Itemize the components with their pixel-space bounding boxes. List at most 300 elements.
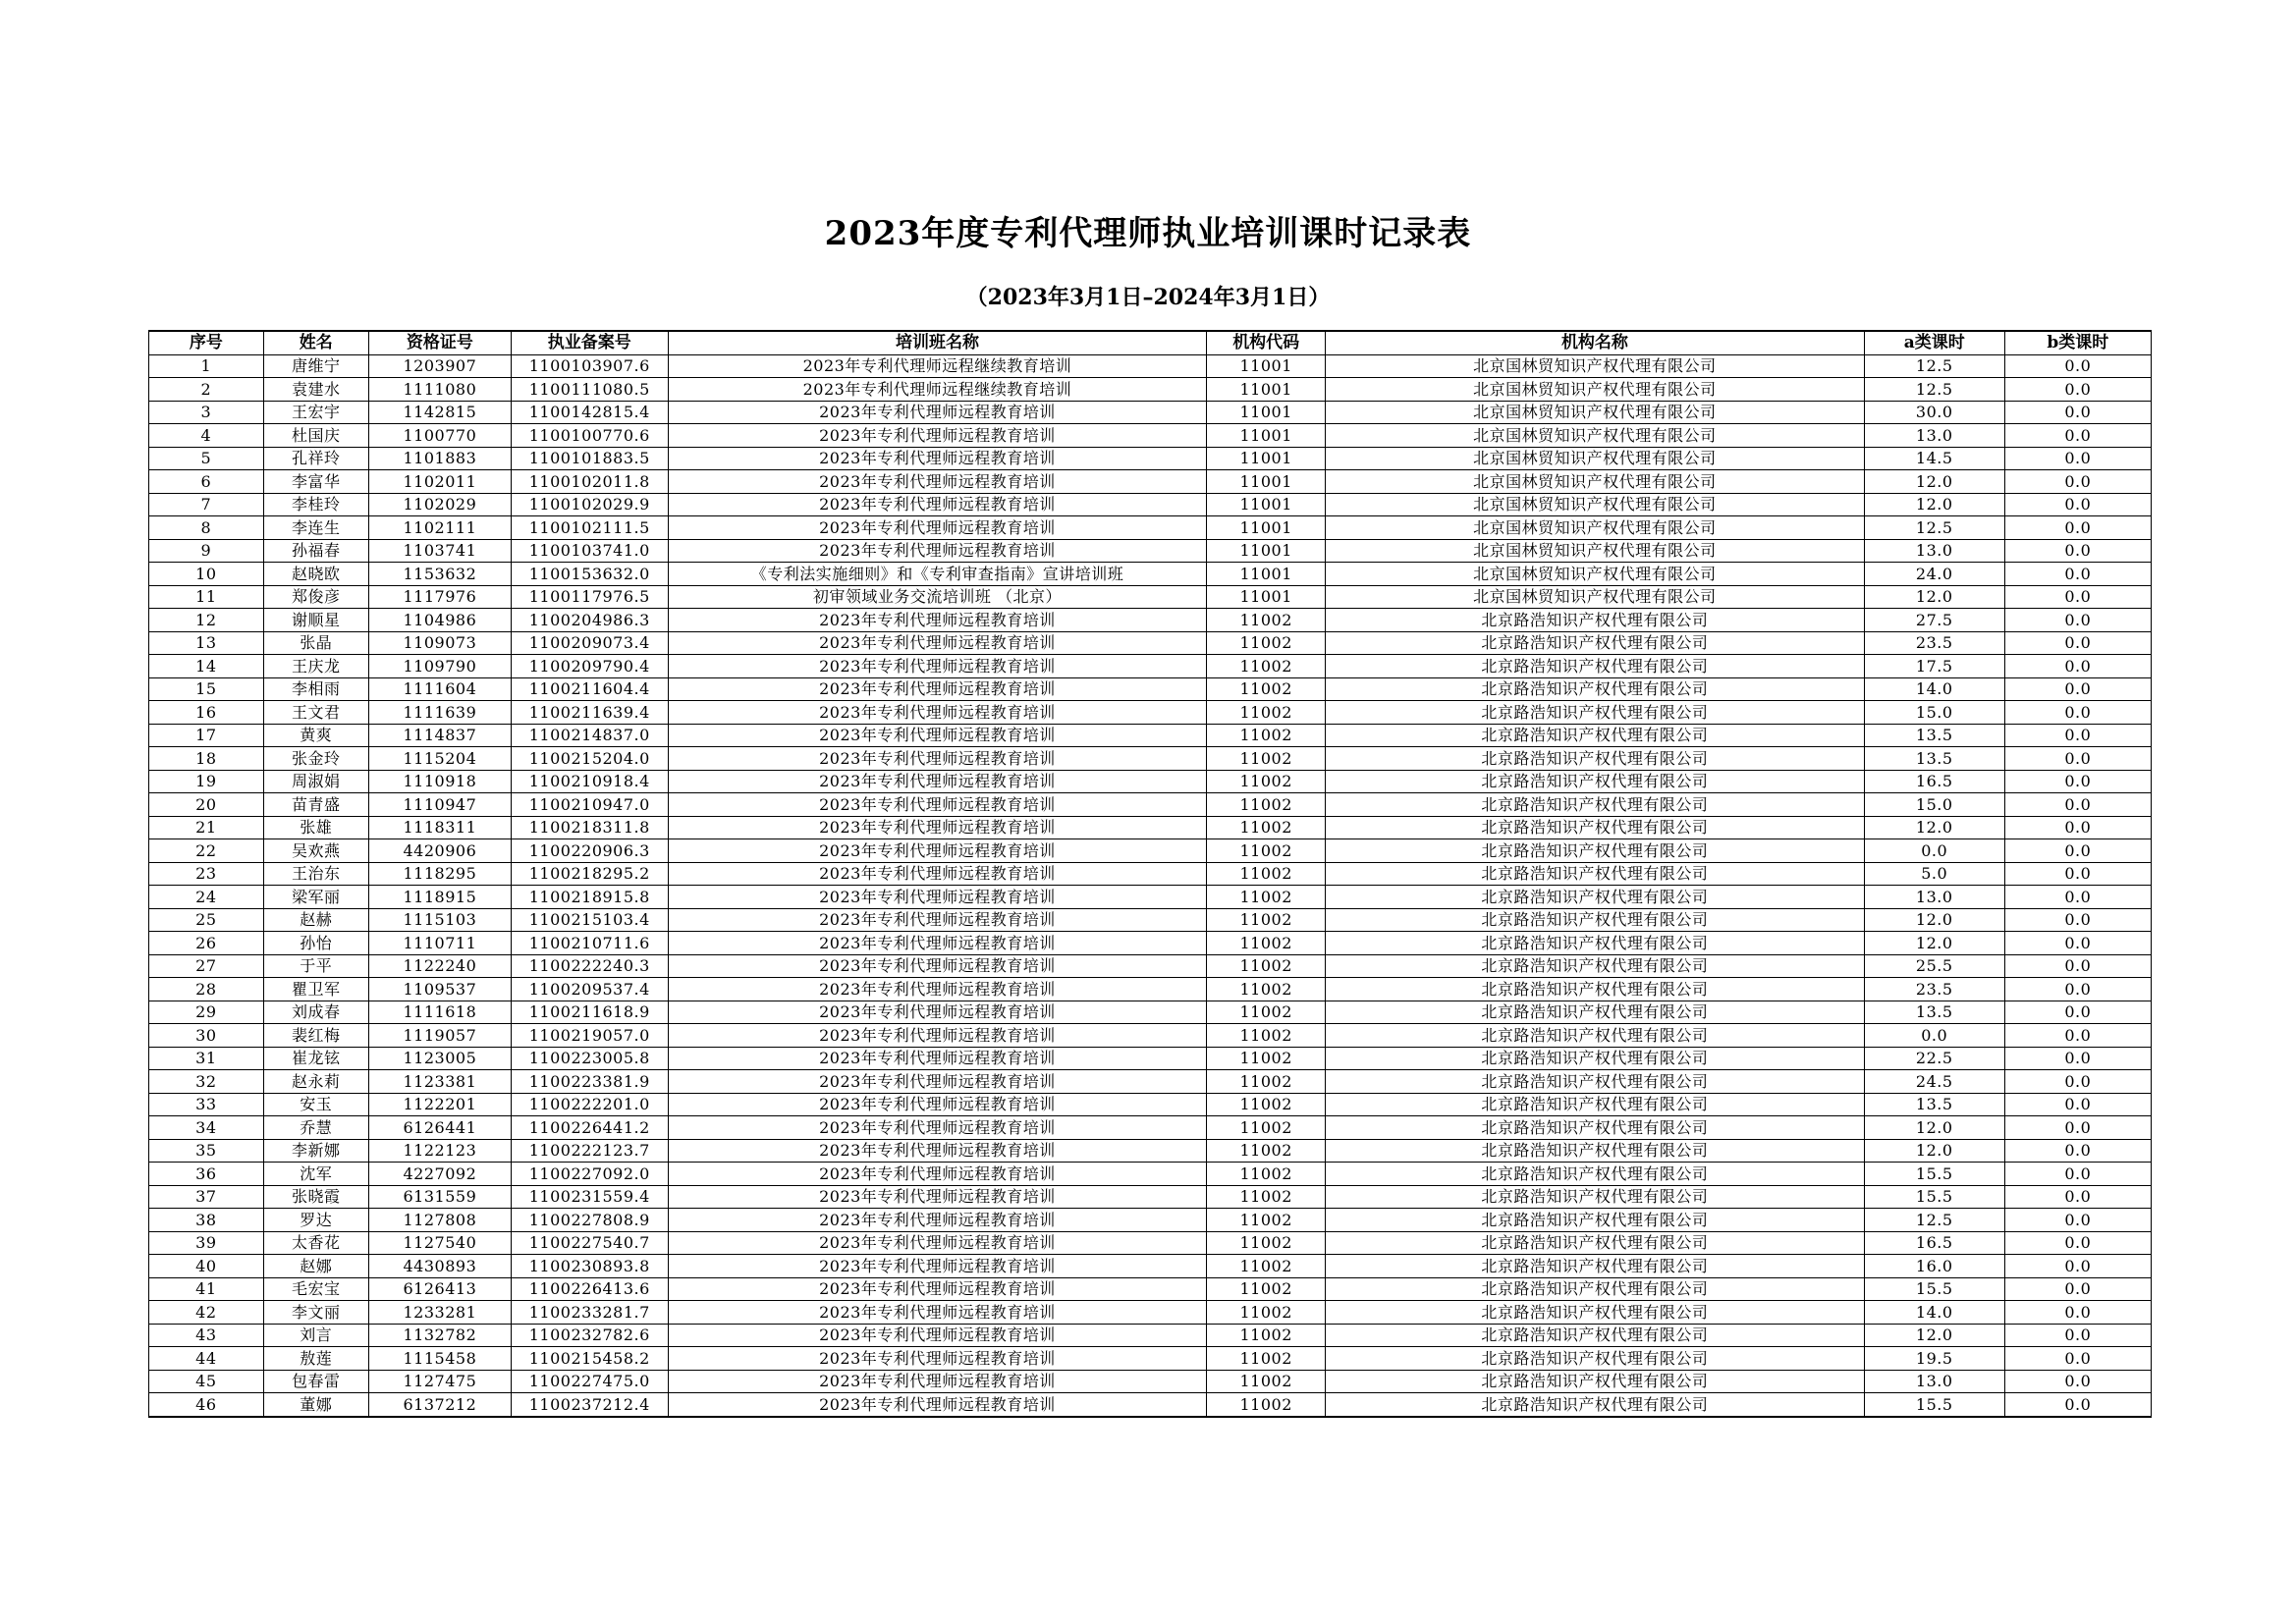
table-row xyxy=(149,447,2152,470)
cell-agency-code: 11002 xyxy=(1207,1277,1326,1301)
cell-agency-code: 11002 xyxy=(1207,839,1326,863)
cell-a-hours: 30.0 xyxy=(1864,401,2004,424)
cell-index: 23 xyxy=(149,862,264,886)
page-subtitle: （2023年3月1日–2024年3月1日） xyxy=(965,285,1331,310)
cell-a-hours: 25.5 xyxy=(1864,954,2004,978)
cell-a-hours: 17.5 xyxy=(1864,655,2004,678)
cell-training-class: 2023年专利代理师远程教育培训 xyxy=(668,1024,1207,1048)
cell-index: 19 xyxy=(149,770,264,793)
cell-practice-record-no: 1100214837.0 xyxy=(511,724,668,747)
cell-agency-code: 11002 xyxy=(1207,747,1326,771)
cell-agency-code: 11002 xyxy=(1207,655,1326,678)
table-row xyxy=(149,1255,2152,1278)
cell-agency-code: 11002 xyxy=(1207,978,1326,1001)
cell-index: 21 xyxy=(149,816,264,839)
cell-agency-code: 11001 xyxy=(1207,378,1326,402)
cell-agency-code: 11001 xyxy=(1207,447,1326,470)
cell-name: 包春雷 xyxy=(263,1370,368,1393)
column-header-index: 序号 xyxy=(149,331,264,354)
table-row xyxy=(149,1047,2152,1070)
cell-qualification-no: 1109073 xyxy=(368,631,511,655)
cell-index: 3 xyxy=(149,401,264,424)
cell-qualification-no: 1118311 xyxy=(368,816,511,839)
cell-a-hours: 12.5 xyxy=(1864,516,2004,540)
table-row xyxy=(149,770,2152,793)
cell-agency-code: 11002 xyxy=(1207,677,1326,701)
cell-b-hours: 0.0 xyxy=(2004,1070,2151,1094)
cell-name: 王治东 xyxy=(263,862,368,886)
cell-agency-name: 北京路浩知识产权代理有限公司 xyxy=(1326,954,1865,978)
cell-agency-name: 北京路浩知识产权代理有限公司 xyxy=(1326,1070,1865,1094)
cell-training-class: 2023年专利代理师远程教育培训 xyxy=(668,1370,1207,1393)
cell-b-hours: 0.0 xyxy=(2004,908,2151,932)
cell-qualification-no: 4430893 xyxy=(368,1255,511,1278)
cell-training-class: 2023年专利代理师远程教育培训 xyxy=(668,1324,1207,1347)
cell-practice-record-no: 1100209537.4 xyxy=(511,978,668,1001)
cell-qualification-no: 1115103 xyxy=(368,908,511,932)
table-row xyxy=(149,1277,2152,1301)
cell-agency-name: 北京路浩知识产权代理有限公司 xyxy=(1326,839,1865,863)
cell-index: 1 xyxy=(149,354,264,378)
cell-index: 39 xyxy=(149,1231,264,1255)
cell-a-hours: 16.0 xyxy=(1864,1255,2004,1278)
table-row xyxy=(149,954,2152,978)
cell-training-class: 初审领域业务交流培训班 （北京） xyxy=(668,585,1207,609)
cell-name: 于平 xyxy=(263,954,368,978)
cell-agency-code: 11001 xyxy=(1207,539,1326,563)
cell-training-class: 2023年专利代理师远程教育培训 xyxy=(668,1070,1207,1094)
table-row xyxy=(149,747,2152,771)
cell-index: 40 xyxy=(149,1255,264,1278)
cell-practice-record-no: 1100102111.5 xyxy=(511,516,668,540)
table-row xyxy=(149,1116,2152,1140)
cell-name: 苗青盛 xyxy=(263,793,368,817)
cell-agency-name: 北京路浩知识产权代理有限公司 xyxy=(1326,1139,1865,1163)
cell-b-hours: 0.0 xyxy=(2004,1116,2151,1140)
cell-a-hours: 13.0 xyxy=(1864,1370,2004,1393)
cell-a-hours: 14.0 xyxy=(1864,1301,2004,1325)
cell-training-class: 2023年专利代理师远程教育培训 xyxy=(668,724,1207,747)
cell-a-hours: 5.0 xyxy=(1864,862,2004,886)
cell-agency-name: 北京国林贸知识产权代理有限公司 xyxy=(1326,424,1865,448)
cell-b-hours: 0.0 xyxy=(2004,563,2151,586)
cell-practice-record-no: 1100223381.9 xyxy=(511,1070,668,1094)
cell-name: 张晶 xyxy=(263,631,368,655)
cell-agency-code: 11002 xyxy=(1207,816,1326,839)
cell-name: 王宏宇 xyxy=(263,401,368,424)
cell-practice-record-no: 1100220906.3 xyxy=(511,839,668,863)
cell-practice-record-no: 1100227092.0 xyxy=(511,1163,668,1186)
cell-agency-name: 北京路浩知识产权代理有限公司 xyxy=(1326,747,1865,771)
cell-name: 安玉 xyxy=(263,1093,368,1116)
cell-agency-name: 北京国林贸知识产权代理有限公司 xyxy=(1326,447,1865,470)
cell-practice-record-no: 1100218915.8 xyxy=(511,886,668,909)
cell-qualification-no: 1233281 xyxy=(368,1301,511,1325)
cell-b-hours: 0.0 xyxy=(2004,1093,2151,1116)
cell-training-class: 2023年专利代理师远程教育培训 xyxy=(668,1393,1207,1417)
cell-agency-code: 11002 xyxy=(1207,1209,1326,1232)
cell-practice-record-no: 1100215458.2 xyxy=(511,1347,668,1371)
cell-qualification-no: 1203907 xyxy=(368,354,511,378)
cell-agency-code: 11002 xyxy=(1207,1324,1326,1347)
cell-name: 赵晓欧 xyxy=(263,563,368,586)
cell-name: 崔龙铉 xyxy=(263,1047,368,1070)
cell-a-hours: 12.5 xyxy=(1864,378,2004,402)
cell-b-hours: 0.0 xyxy=(2004,1024,2151,1048)
cell-practice-record-no: 1100226413.6 xyxy=(511,1277,668,1301)
cell-qualification-no: 1142815 xyxy=(368,401,511,424)
cell-agency-code: 11002 xyxy=(1207,886,1326,909)
cell-training-class: 2023年专利代理师远程教育培训 xyxy=(668,1231,1207,1255)
cell-name: 李连生 xyxy=(263,516,368,540)
cell-agency-name: 北京路浩知识产权代理有限公司 xyxy=(1326,862,1865,886)
cell-a-hours: 15.0 xyxy=(1864,701,2004,725)
column-header-agency-code: 机构代码 xyxy=(1207,331,1326,354)
cell-qualification-no: 1111618 xyxy=(368,1001,511,1024)
table-row xyxy=(149,932,2152,955)
cell-practice-record-no: 1100237212.4 xyxy=(511,1393,668,1417)
cell-a-hours: 12.0 xyxy=(1864,493,2004,516)
cell-practice-record-no: 1100142815.4 xyxy=(511,401,668,424)
cell-qualification-no: 1127540 xyxy=(368,1231,511,1255)
cell-index: 27 xyxy=(149,954,264,978)
cell-index: 25 xyxy=(149,908,264,932)
cell-name: 李相雨 xyxy=(263,677,368,701)
cell-agency-name: 北京路浩知识产权代理有限公司 xyxy=(1326,1370,1865,1393)
cell-b-hours: 0.0 xyxy=(2004,1255,2151,1278)
cell-index: 15 xyxy=(149,677,264,701)
cell-b-hours: 0.0 xyxy=(2004,839,2151,863)
cell-agency-code: 11001 xyxy=(1207,424,1326,448)
cell-agency-name: 北京路浩知识产权代理有限公司 xyxy=(1326,1301,1865,1325)
cell-agency-name: 北京路浩知识产权代理有限公司 xyxy=(1326,978,1865,1001)
cell-index: 46 xyxy=(149,1393,264,1417)
cell-training-class: 2023年专利代理师远程教育培训 xyxy=(668,839,1207,863)
cell-training-class: 2023年专利代理师远程教育培训 xyxy=(668,677,1207,701)
cell-training-class: 2023年专利代理师远程教育培训 xyxy=(668,816,1207,839)
cell-b-hours: 0.0 xyxy=(2004,655,2151,678)
cell-training-class: 2023年专利代理师远程教育培训 xyxy=(668,1001,1207,1024)
cell-qualification-no: 1102011 xyxy=(368,470,511,494)
cell-index: 45 xyxy=(149,1370,264,1393)
cell-agency-name: 北京路浩知识产权代理有限公司 xyxy=(1326,677,1865,701)
cell-training-class: 2023年专利代理师远程教育培训 xyxy=(668,793,1207,817)
cell-a-hours: 16.5 xyxy=(1864,770,2004,793)
cell-a-hours: 13.5 xyxy=(1864,747,2004,771)
cell-training-class: 2023年专利代理师远程教育培训 xyxy=(668,1093,1207,1116)
cell-training-class: 2023年专利代理师远程继续教育培训 xyxy=(668,354,1207,378)
cell-agency-name: 北京国林贸知识产权代理有限公司 xyxy=(1326,401,1865,424)
cell-a-hours: 16.5 xyxy=(1864,1231,2004,1255)
table-row xyxy=(149,1231,2152,1255)
cell-agency-code: 11002 xyxy=(1207,1139,1326,1163)
cell-index: 16 xyxy=(149,701,264,725)
cell-name: 瞿卫军 xyxy=(263,978,368,1001)
table-row xyxy=(149,563,2152,586)
cell-agency-name: 北京国林贸知识产权代理有限公司 xyxy=(1326,516,1865,540)
cell-practice-record-no: 1100231559.4 xyxy=(511,1185,668,1209)
cell-index: 10 xyxy=(149,563,264,586)
cell-a-hours: 13.5 xyxy=(1864,724,2004,747)
cell-training-class: 2023年专利代理师远程教育培训 xyxy=(668,1347,1207,1371)
cell-b-hours: 0.0 xyxy=(2004,978,2151,1001)
table-row xyxy=(149,862,2152,886)
cell-training-class: 《专利法实施细则》和《专利审查指南》宣讲培训班 xyxy=(668,563,1207,586)
cell-training-class: 2023年专利代理师远程继续教育培训 xyxy=(668,378,1207,402)
cell-qualification-no: 1127808 xyxy=(368,1209,511,1232)
cell-a-hours: 12.5 xyxy=(1864,354,2004,378)
cell-agency-code: 11002 xyxy=(1207,724,1326,747)
cell-training-class: 2023年专利代理师远程教育培训 xyxy=(668,401,1207,424)
cell-agency-code: 11002 xyxy=(1207,1231,1326,1255)
cell-qualification-no: 1127475 xyxy=(368,1370,511,1393)
cell-name: 裴红梅 xyxy=(263,1024,368,1048)
cell-a-hours: 12.0 xyxy=(1864,932,2004,955)
cell-index: 33 xyxy=(149,1093,264,1116)
cell-b-hours: 0.0 xyxy=(2004,770,2151,793)
cell-name: 李文丽 xyxy=(263,1301,368,1325)
cell-training-class: 2023年专利代理师远程教育培训 xyxy=(668,954,1207,978)
cell-training-class: 2023年专利代理师远程教育培训 xyxy=(668,1163,1207,1186)
cell-practice-record-no: 1100210711.6 xyxy=(511,932,668,955)
table-row xyxy=(149,1370,2152,1393)
cell-index: 31 xyxy=(149,1047,264,1070)
table-row xyxy=(149,701,2152,725)
cell-agency-code: 11001 xyxy=(1207,516,1326,540)
cell-b-hours: 0.0 xyxy=(2004,585,2151,609)
cell-a-hours: 15.5 xyxy=(1864,1393,2004,1417)
cell-a-hours: 0.0 xyxy=(1864,1024,2004,1048)
cell-b-hours: 0.0 xyxy=(2004,539,2151,563)
cell-training-class: 2023年专利代理师远程教育培训 xyxy=(668,978,1207,1001)
cell-practice-record-no: 1100219057.0 xyxy=(511,1024,668,1048)
cell-agency-name: 北京国林贸知识产权代理有限公司 xyxy=(1326,563,1865,586)
table-row xyxy=(149,585,2152,609)
cell-practice-record-no: 1100210918.4 xyxy=(511,770,668,793)
table-row xyxy=(149,1324,2152,1347)
cell-index: 44 xyxy=(149,1347,264,1371)
cell-b-hours: 0.0 xyxy=(2004,493,2151,516)
table-row xyxy=(149,493,2152,516)
column-header-agency-name: 机构名称 xyxy=(1326,331,1865,354)
cell-name: 孙福春 xyxy=(263,539,368,563)
cell-training-class: 2023年专利代理师远程教育培训 xyxy=(668,1047,1207,1070)
cell-a-hours: 12.0 xyxy=(1864,1116,2004,1140)
cell-practice-record-no: 1100211604.4 xyxy=(511,677,668,701)
cell-a-hours: 13.0 xyxy=(1864,539,2004,563)
column-header-practice-record-no: 执业备案号 xyxy=(511,331,668,354)
cell-agency-name: 北京路浩知识产权代理有限公司 xyxy=(1326,1185,1865,1209)
cell-agency-name: 北京路浩知识产权代理有限公司 xyxy=(1326,1047,1865,1070)
cell-a-hours: 15.5 xyxy=(1864,1277,2004,1301)
cell-agency-code: 11002 xyxy=(1207,862,1326,886)
cell-agency-name: 北京路浩知识产权代理有限公司 xyxy=(1326,770,1865,793)
table-row xyxy=(149,839,2152,863)
table-row xyxy=(149,609,2152,632)
cell-agency-code: 11001 xyxy=(1207,493,1326,516)
cell-b-hours: 0.0 xyxy=(2004,747,2151,771)
cell-a-hours: 12.0 xyxy=(1864,908,2004,932)
cell-practice-record-no: 1100204986.3 xyxy=(511,609,668,632)
cell-agency-code: 11002 xyxy=(1207,631,1326,655)
cell-name: 王庆龙 xyxy=(263,655,368,678)
cell-practice-record-no: 1100222123.7 xyxy=(511,1139,668,1163)
cell-agency-name: 北京路浩知识产权代理有限公司 xyxy=(1326,1324,1865,1347)
cell-practice-record-no: 1100211618.9 xyxy=(511,1001,668,1024)
cell-index: 14 xyxy=(149,655,264,678)
cell-agency-name: 北京路浩知识产权代理有限公司 xyxy=(1326,908,1865,932)
cell-agency-code: 11001 xyxy=(1207,563,1326,586)
cell-b-hours: 0.0 xyxy=(2004,1185,2151,1209)
cell-a-hours: 12.0 xyxy=(1864,816,2004,839)
cell-agency-code: 11002 xyxy=(1207,1024,1326,1048)
cell-practice-record-no: 1100215103.4 xyxy=(511,908,668,932)
cell-name: 张雄 xyxy=(263,816,368,839)
cell-b-hours: 0.0 xyxy=(2004,1163,2151,1186)
cell-agency-code: 11002 xyxy=(1207,1301,1326,1325)
cell-b-hours: 0.0 xyxy=(2004,354,2151,378)
cell-index: 35 xyxy=(149,1139,264,1163)
cell-name: 周淑娟 xyxy=(263,770,368,793)
cell-agency-code: 11002 xyxy=(1207,1116,1326,1140)
cell-a-hours: 24.0 xyxy=(1864,563,2004,586)
cell-index: 30 xyxy=(149,1024,264,1048)
cell-training-class: 2023年专利代理师远程教育培训 xyxy=(668,1255,1207,1278)
cell-a-hours: 14.5 xyxy=(1864,447,2004,470)
cell-name: 杜国庆 xyxy=(263,424,368,448)
cell-b-hours: 0.0 xyxy=(2004,724,2151,747)
cell-name: 刘成春 xyxy=(263,1001,368,1024)
cell-agency-name: 北京国林贸知识产权代理有限公司 xyxy=(1326,539,1865,563)
page-title: 2023年度专利代理师执业培训课时记录表 xyxy=(824,214,1472,253)
cell-training-class: 2023年专利代理师远程教育培训 xyxy=(668,631,1207,655)
cell-agency-name: 北京国林贸知识产权代理有限公司 xyxy=(1326,493,1865,516)
cell-training-class: 2023年专利代理师远程教育培训 xyxy=(668,770,1207,793)
cell-practice-record-no: 1100218295.2 xyxy=(511,862,668,886)
cell-training-class: 2023年专利代理师远程教育培训 xyxy=(668,493,1207,516)
cell-practice-record-no: 1100209790.4 xyxy=(511,655,668,678)
cell-practice-record-no: 1100209073.4 xyxy=(511,631,668,655)
cell-b-hours: 0.0 xyxy=(2004,470,2151,494)
cell-b-hours: 0.0 xyxy=(2004,886,2151,909)
cell-name: 赵娜 xyxy=(263,1255,368,1278)
cell-b-hours: 0.0 xyxy=(2004,1209,2151,1232)
cell-qualification-no: 1100770 xyxy=(368,424,511,448)
cell-index: 12 xyxy=(149,609,264,632)
cell-b-hours: 0.0 xyxy=(2004,516,2151,540)
cell-qualification-no: 1117976 xyxy=(368,585,511,609)
cell-qualification-no: 6131559 xyxy=(368,1185,511,1209)
cell-agency-name: 北京路浩知识产权代理有限公司 xyxy=(1326,816,1865,839)
table-row xyxy=(149,908,2152,932)
cell-b-hours: 0.0 xyxy=(2004,1347,2151,1371)
cell-agency-name: 北京路浩知识产权代理有限公司 xyxy=(1326,793,1865,817)
cell-index: 22 xyxy=(149,839,264,863)
cell-name: 赵永莉 xyxy=(263,1070,368,1094)
cell-agency-name: 北京国林贸知识产权代理有限公司 xyxy=(1326,470,1865,494)
cell-agency-code: 11002 xyxy=(1207,1070,1326,1094)
cell-name: 李桂玲 xyxy=(263,493,368,516)
cell-index: 20 xyxy=(149,793,264,817)
cell-index: 28 xyxy=(149,978,264,1001)
cell-name: 罗达 xyxy=(263,1209,368,1232)
cell-agency-name: 北京路浩知识产权代理有限公司 xyxy=(1326,1255,1865,1278)
cell-practice-record-no: 1100215204.0 xyxy=(511,747,668,771)
table-row xyxy=(149,1347,2152,1371)
cell-a-hours: 15.5 xyxy=(1864,1185,2004,1209)
cell-training-class: 2023年专利代理师远程教育培训 xyxy=(668,447,1207,470)
cell-qualification-no: 1110711 xyxy=(368,932,511,955)
table-row xyxy=(149,1209,2152,1232)
cell-agency-name: 北京路浩知识产权代理有限公司 xyxy=(1326,1393,1865,1417)
training-records-table xyxy=(148,330,2152,1418)
cell-a-hours: 24.5 xyxy=(1864,1070,2004,1094)
column-header-a-hours: a类课时 xyxy=(1864,331,2004,354)
cell-practice-record-no: 1100103907.6 xyxy=(511,354,668,378)
cell-training-class: 2023年专利代理师远程教育培训 xyxy=(668,908,1207,932)
table-row xyxy=(149,354,2152,378)
cell-qualification-no: 4227092 xyxy=(368,1163,511,1186)
cell-qualification-no: 1102111 xyxy=(368,516,511,540)
cell-b-hours: 0.0 xyxy=(2004,1277,2151,1301)
table-row xyxy=(149,631,2152,655)
cell-name: 谢顺星 xyxy=(263,609,368,632)
table-row xyxy=(149,1024,2152,1048)
cell-a-hours: 23.5 xyxy=(1864,631,2004,655)
cell-a-hours: 12.0 xyxy=(1864,1139,2004,1163)
table-row xyxy=(149,1001,2152,1024)
cell-b-hours: 0.0 xyxy=(2004,1139,2151,1163)
table-row xyxy=(149,1093,2152,1116)
cell-agency-name: 北京路浩知识产权代理有限公司 xyxy=(1326,1163,1865,1186)
cell-training-class: 2023年专利代理师远程教育培训 xyxy=(668,1209,1207,1232)
cell-practice-record-no: 1100111080.5 xyxy=(511,378,668,402)
cell-agency-name: 北京路浩知识产权代理有限公司 xyxy=(1326,724,1865,747)
cell-index: 42 xyxy=(149,1301,264,1325)
cell-agency-name: 北京路浩知识产权代理有限公司 xyxy=(1326,1347,1865,1371)
cell-a-hours: 14.0 xyxy=(1864,677,2004,701)
cell-training-class: 2023年专利代理师远程教育培训 xyxy=(668,1116,1207,1140)
cell-agency-code: 11002 xyxy=(1207,1163,1326,1186)
cell-a-hours: 22.5 xyxy=(1864,1047,2004,1070)
cell-index: 37 xyxy=(149,1185,264,1209)
cell-index: 7 xyxy=(149,493,264,516)
cell-agency-name: 北京路浩知识产权代理有限公司 xyxy=(1326,1209,1865,1232)
cell-b-hours: 0.0 xyxy=(2004,378,2151,402)
cell-index: 29 xyxy=(149,1001,264,1024)
cell-name: 郑俊彦 xyxy=(263,585,368,609)
cell-qualification-no: 1110947 xyxy=(368,793,511,817)
cell-b-hours: 0.0 xyxy=(2004,932,2151,955)
cell-agency-code: 11002 xyxy=(1207,1093,1326,1116)
cell-agency-name: 北京路浩知识产权代理有限公司 xyxy=(1326,701,1865,725)
cell-name: 孔祥玲 xyxy=(263,447,368,470)
cell-a-hours: 0.0 xyxy=(1864,839,2004,863)
cell-agency-name: 北京路浩知识产权代理有限公司 xyxy=(1326,631,1865,655)
cell-practice-record-no: 1100102029.9 xyxy=(511,493,668,516)
cell-practice-record-no: 1100233281.7 xyxy=(511,1301,668,1325)
cell-training-class: 2023年专利代理师远程教育培训 xyxy=(668,655,1207,678)
table-body xyxy=(149,354,2152,1417)
column-header-b-hours: b类课时 xyxy=(2004,331,2151,354)
cell-name: 沈军 xyxy=(263,1163,368,1186)
cell-training-class: 2023年专利代理师远程教育培训 xyxy=(668,747,1207,771)
cell-index: 4 xyxy=(149,424,264,448)
table-row xyxy=(149,516,2152,540)
cell-agency-code: 11002 xyxy=(1207,1047,1326,1070)
table-row xyxy=(149,1163,2152,1186)
table-row xyxy=(149,378,2152,402)
